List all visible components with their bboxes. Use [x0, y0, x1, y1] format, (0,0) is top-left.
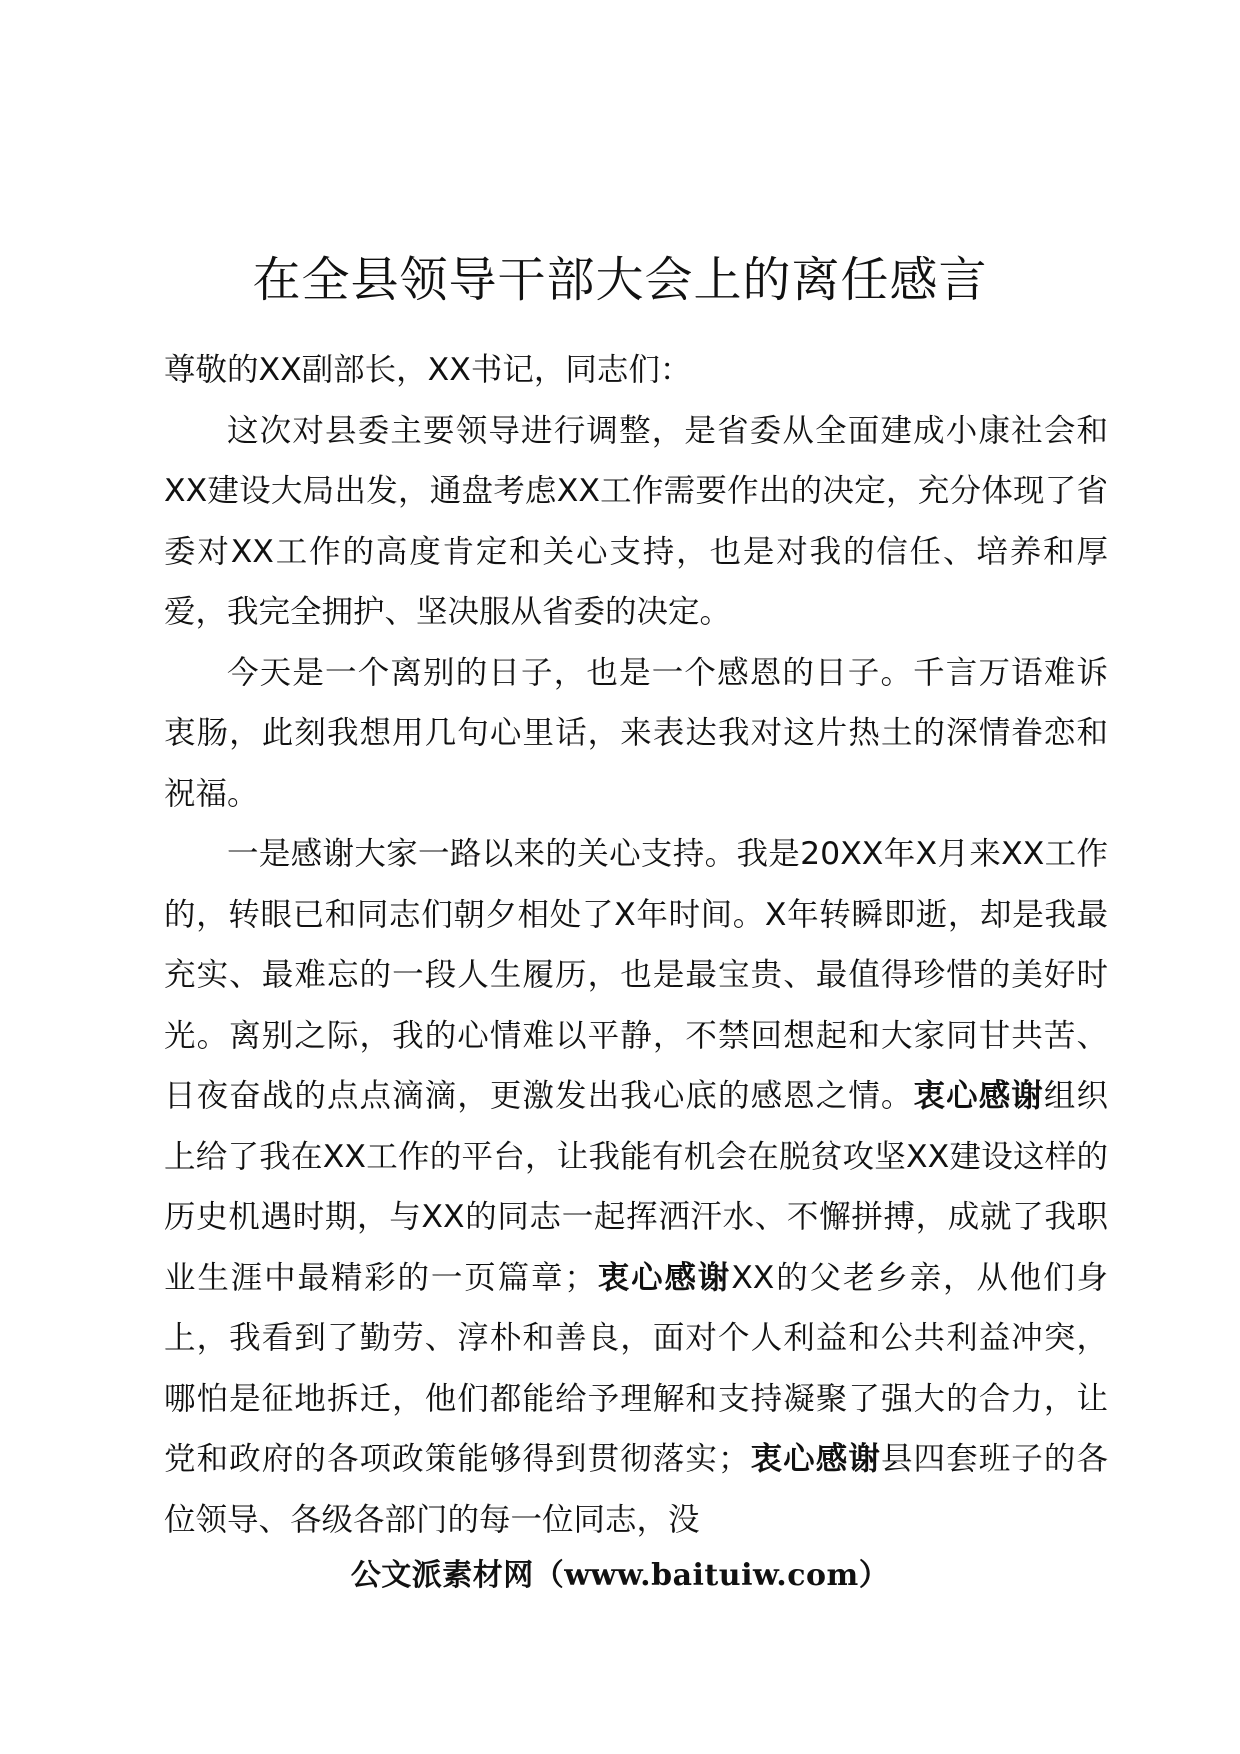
paragraph-3-text-1: 一是感谢大家一路以来的关心支持。我是20XX年X月来XX工作的，转眼已和同志们朝夕相处了X年时间。X年转瞬即逝，却是我最充实、最难忘的一段人生履历，也是最宝贵、最值得珍惜的美好时光。离别之际，我的心情难以平静，不禁回想起和大家同甘共苦、日夜奋战的点点滴滴，更激发出我心底的感恩之情。: [164, 836, 1108, 1114]
paragraph-2: 今天是一个离别的日子，也是一个感恩的日子。千言万语难诉衷肠，此刻我想用几句心里话，来表达我对这片热土的深情眷恋和祝福。: [164, 654, 1108, 812]
paragraph-1: 这次对县委主要领导进行调整，是省委从全面建成小康社会和XX建设大局出发，通盘考虑XX工作需要作出的决定，充分体现了省委对XX工作的高度肯定和关心支持，也是对我的信任、培养和厚爱，我完全拥护、坚决服从省委的决定。: [164, 412, 1108, 630]
paragraph-3-text-3: XX的父老乡亲，从他们身上，我看到了勤劳、淳朴和善良，面对个人利益和公共利益冲突，哪怕是征地拆迁，他们都能给予理解和支持凝聚了强大的合力，让党和政府的各项政策能够得到贯彻落实；: [164, 1259, 1108, 1477]
salutation: 尊敬的XX副部长，XX书记，同志们：: [164, 352, 692, 388]
paragraph-3: [164, 824, 1108, 1550]
emphasis-gratitude-2: 衷心感谢: [595, 1259, 732, 1296]
footer-watermark: 公文派素材网（www.baituiw.com）: [350, 1558, 890, 1593]
document-body: [164, 340, 1108, 1550]
emphasis-gratitude-3: 衷心感谢: [749, 1441, 881, 1477]
document-title: 在全县领导干部大会上的离任感言: [252, 252, 988, 308]
paragraph-3-text-4: 县四套班子的各位领导、各级各部门的每一位同志，没: [164, 1441, 1108, 1538]
emphasis-gratitude-1: 衷心感谢: [913, 1078, 1044, 1114]
paragraph-3-text-2: 组织上给了我在XX工作的平台，让我能有机会在脱贫攻坚XX建设这样的历史机遇时期，与XX的同志一起挥洒汗水、不懈拼搏，成就了我职业生涯中最精彩的一页篇章；: [164, 1078, 1108, 1296]
